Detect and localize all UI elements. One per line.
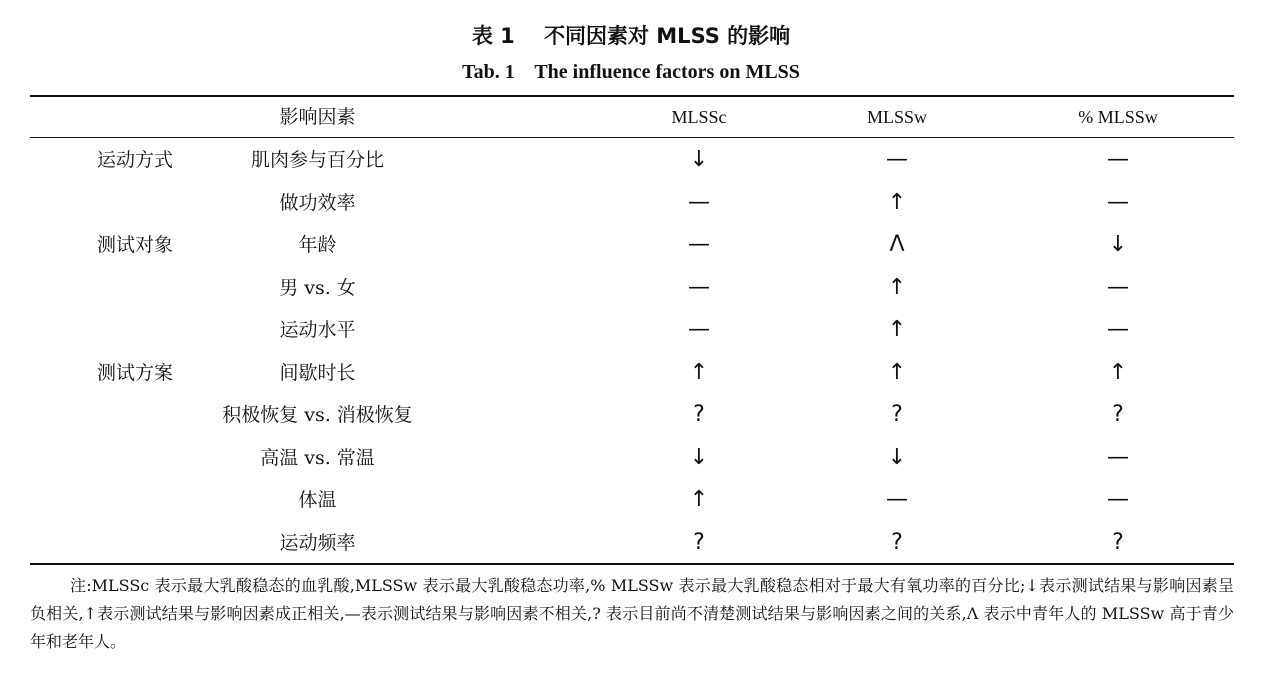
row-factor: 肌肉参与百分比 xyxy=(250,149,384,171)
header-influence-factor: 影响因素 xyxy=(279,106,356,128)
row-mlssw-value: ↑ xyxy=(887,189,907,215)
row-mlssc-value: — xyxy=(688,232,710,257)
row-mlssc-value: ? xyxy=(693,402,705,427)
row-percent-mlssw-value: — xyxy=(1107,189,1129,215)
row-mlssc-value: ? xyxy=(693,529,705,555)
row-category: 测试方案 xyxy=(96,361,173,384)
row-factor: 体温 xyxy=(298,489,337,511)
row-percent-mlssw-value: ↓ xyxy=(1108,232,1128,257)
row-category: 运动方式 xyxy=(96,149,173,171)
table-title-chinese: 表 1 不同因素对 MLSS 的影响 xyxy=(471,24,791,48)
row-percent-mlssw-value: ? xyxy=(1112,529,1124,555)
row-percent-mlssw-value: — xyxy=(1107,444,1129,470)
row-mlssw-value: ↑ xyxy=(887,359,907,385)
row-mlssw-value: — xyxy=(886,147,908,172)
row-mlssw-value: ? xyxy=(891,529,903,555)
row-percent-mlssw-value: — xyxy=(1107,487,1129,512)
row-percent-mlssw-value: ? xyxy=(1112,402,1124,427)
row-mlssw-value: ↑ xyxy=(887,274,907,300)
table-note: 注:MLSSc 表示最大乳酸稳态的血乳酸,MLSSw 表示最大乳酸稳态功率,% MLSSw 表示最大乳酸稳态相对于最大有氧功率的百分比;↓表示测试结果与影响因素呈负相关,↑表示测试结果与影响因素成正相关,—表示测试结果与影响因素不相关,? 表示目前尚不清楚测试结果与影响因素之间的关系,Λ 表示中青年人的 MLSSw 高于青少年和老年人。 xyxy=(30,576,1234,651)
row-factor: 运动频率 xyxy=(279,531,356,554)
header-percent-mlssw: % MLSSw xyxy=(1078,107,1158,127)
row-percent-mlssw-value: — xyxy=(1107,147,1129,172)
row-percent-mlssw-value: — xyxy=(1107,274,1129,300)
row-factor: 运动水平 xyxy=(279,319,356,341)
row-factor: 间歇时长 xyxy=(279,361,356,384)
row-mlssc-value: — xyxy=(688,317,710,342)
row-mlssc-value: ↑ xyxy=(689,487,709,512)
row-percent-mlssw-value: — xyxy=(1107,317,1129,342)
row-mlssw-value: — xyxy=(886,487,908,512)
row-category: 测试对象 xyxy=(96,234,173,256)
row-factor: 积极恢复 vs. 消极恢复 xyxy=(222,404,413,426)
row-factor: 高温 vs. 常温 xyxy=(260,446,375,469)
row-mlssc-value: ↓ xyxy=(689,444,709,470)
header-mlssc: MLSSc xyxy=(671,107,727,127)
table-title-english: Tab. 1 The influence factors on MLSS xyxy=(462,61,800,83)
row-mlssw-value: ? xyxy=(891,402,903,427)
row-factor: 做功效率 xyxy=(279,191,356,214)
row-mlssw-value: ↓ xyxy=(887,444,907,470)
header-mlssw: MLSSw xyxy=(866,107,928,127)
row-mlssw-value: ↑ xyxy=(887,317,907,342)
row-mlssc-value: ↑ xyxy=(689,359,709,385)
row-factor: 年龄 xyxy=(298,234,337,256)
row-percent-mlssw-value: ↑ xyxy=(1108,359,1128,385)
row-mlssw-value: Λ xyxy=(889,232,905,257)
row-mlssc-value: — xyxy=(688,274,710,300)
row-mlssc-value: ↓ xyxy=(689,147,709,172)
row-mlssc-value: — xyxy=(688,189,710,215)
row-factor: 男 vs. 女 xyxy=(279,276,356,299)
